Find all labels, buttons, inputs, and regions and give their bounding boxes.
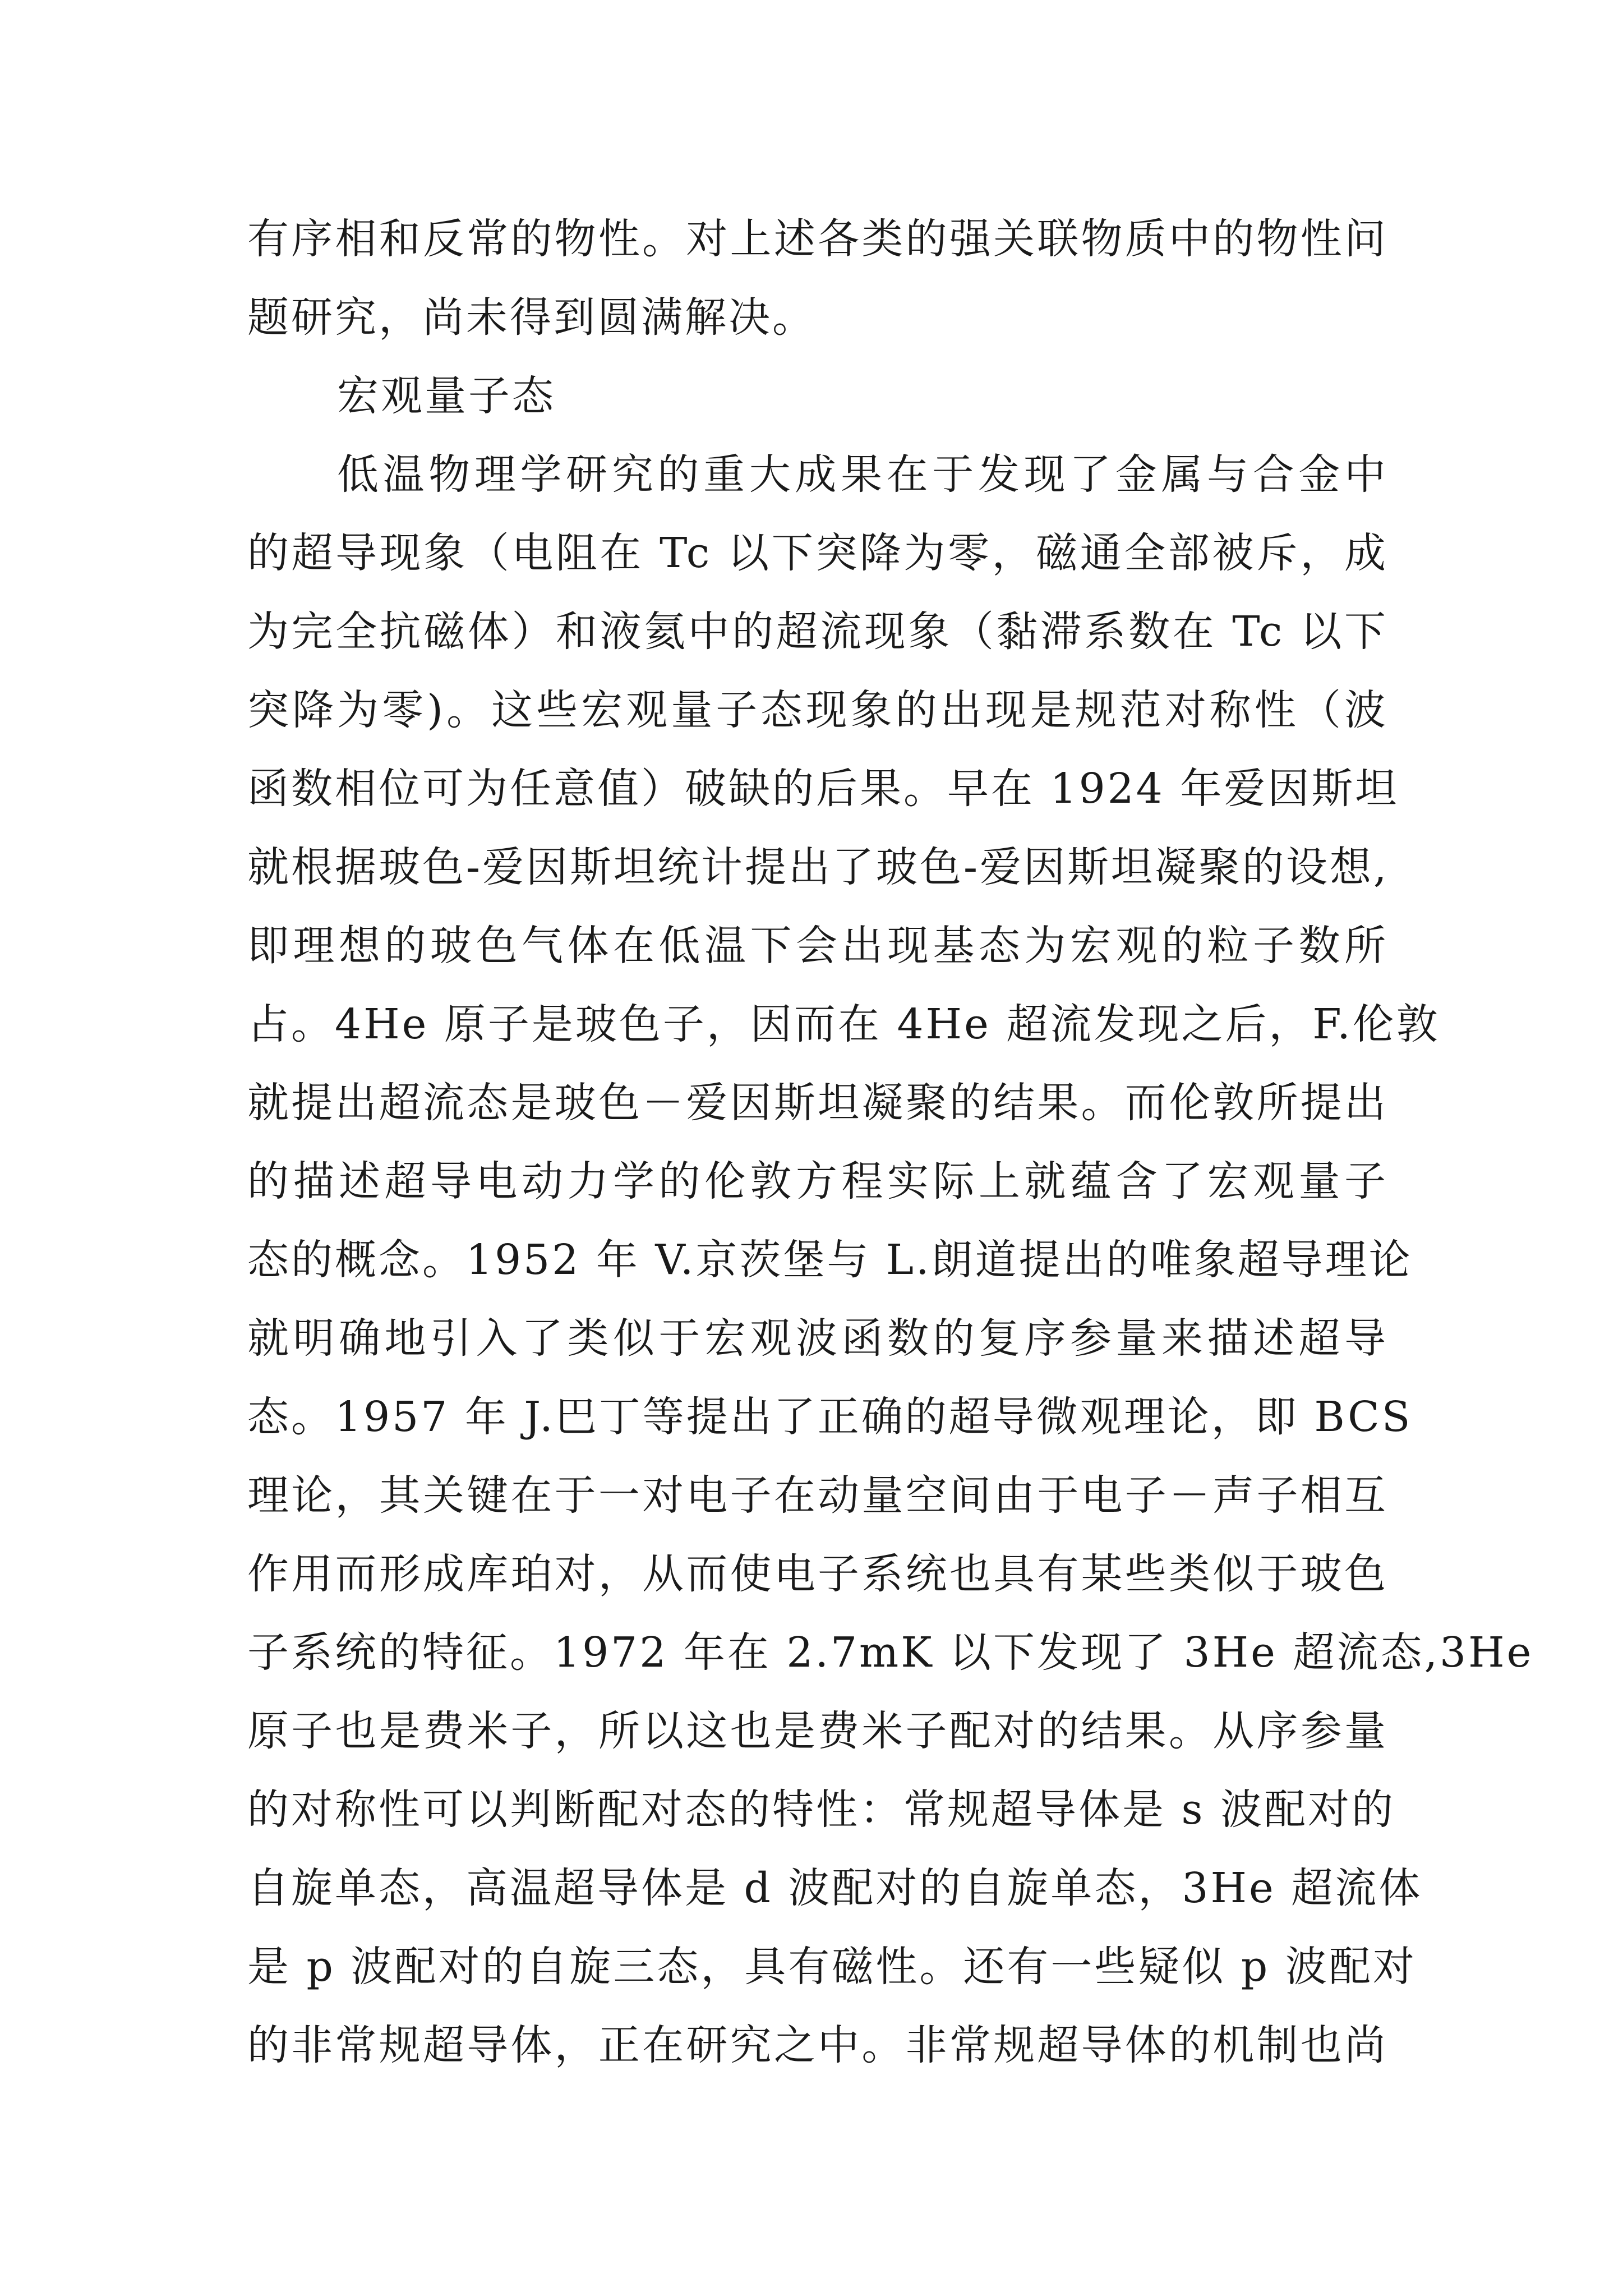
text-line: 作用而形成库珀对，从而使电子系统也具有某些类似于玻色	[247, 1550, 1388, 1598]
text-line: 自旋单态，高温超导体是 d 波配对的自旋单态，3He 超流体	[247, 1864, 1423, 1912]
text-line: 即理想的玻色气体在低温下会出现基态为宏观的粒子数所	[247, 922, 1388, 970]
text-line: 的对称性可以判断配对态的特性：常规超导体是 s 波配对的	[247, 1786, 1396, 1834]
text-line: 的非常规超导体，正在研究之中。非常规超导体的机制也尚	[247, 2021, 1388, 2069]
text-line: 子系统的特征。1972 年在 2.7mK 以下发现了 3He 超流态,3He	[247, 1628, 1534, 1677]
text-line: 态的概念。1952 年 V.京茨堡与 L.朗道提出的唯象超导理论	[247, 1236, 1413, 1284]
text-line: 占。4He 原子是玻色子，因而在 4He 超流发现之后，F.伦敦	[247, 1000, 1440, 1048]
text-line: 的超导现象（电阻在 Tc 以下突降为零，磁通全部被斥，成	[247, 529, 1388, 577]
body-text	[247, 200, 1534, 2085]
text-line: 就明确地引入了类似于宏观波函数的复序参量来描述超导	[247, 1314, 1388, 1363]
text-line: 为完全抗磁体）和液氦中的超流现象（黏滞系数在 Tc 以下	[247, 608, 1388, 656]
text-line: 就提出超流态是玻色－爱因斯坦凝聚的结果。而伦敦所提出	[247, 1079, 1388, 1127]
text-line: 就根据玻色-爱因斯坦统计提出了玻色-爱因斯坦凝聚的设想,	[247, 843, 1389, 891]
text-line: 的描述超导电动力学的伦敦方程实际上就蕴含了宏观量子	[247, 1157, 1388, 1205]
text-line: 函数相位可为任意值）破缺的后果。早在 1924 年爱因斯坦	[247, 765, 1399, 813]
text-line: 突降为零)。这些宏观量子态现象的出现是规范对称性（波	[247, 686, 1388, 734]
text-line: 理论，其关键在于一对电子在动量空间由于电子－声子相互	[247, 1471, 1388, 1520]
text-line: 原子也是费米子，所以这也是费米子配对的结果。从序参量	[247, 1707, 1388, 1755]
text-line: 低温物理学研究的重大成果在于发现了金属与合金中	[337, 450, 1388, 499]
text-line: 是 p 波配对的自旋三态，具有磁性。还有一些疑似 p 波配对	[247, 1943, 1417, 1991]
text-line: 有序相和反常的物性。对上述各类的强关联物质中的物性问	[247, 215, 1388, 263]
section-heading: 宏观量子态	[337, 372, 556, 420]
text-line: 态。1957 年 J.巴丁等提出了正确的超导微观理论，即 BCS	[247, 1393, 1413, 1441]
text-line: 题研究，尚未得到圆满解决。	[247, 293, 816, 342]
